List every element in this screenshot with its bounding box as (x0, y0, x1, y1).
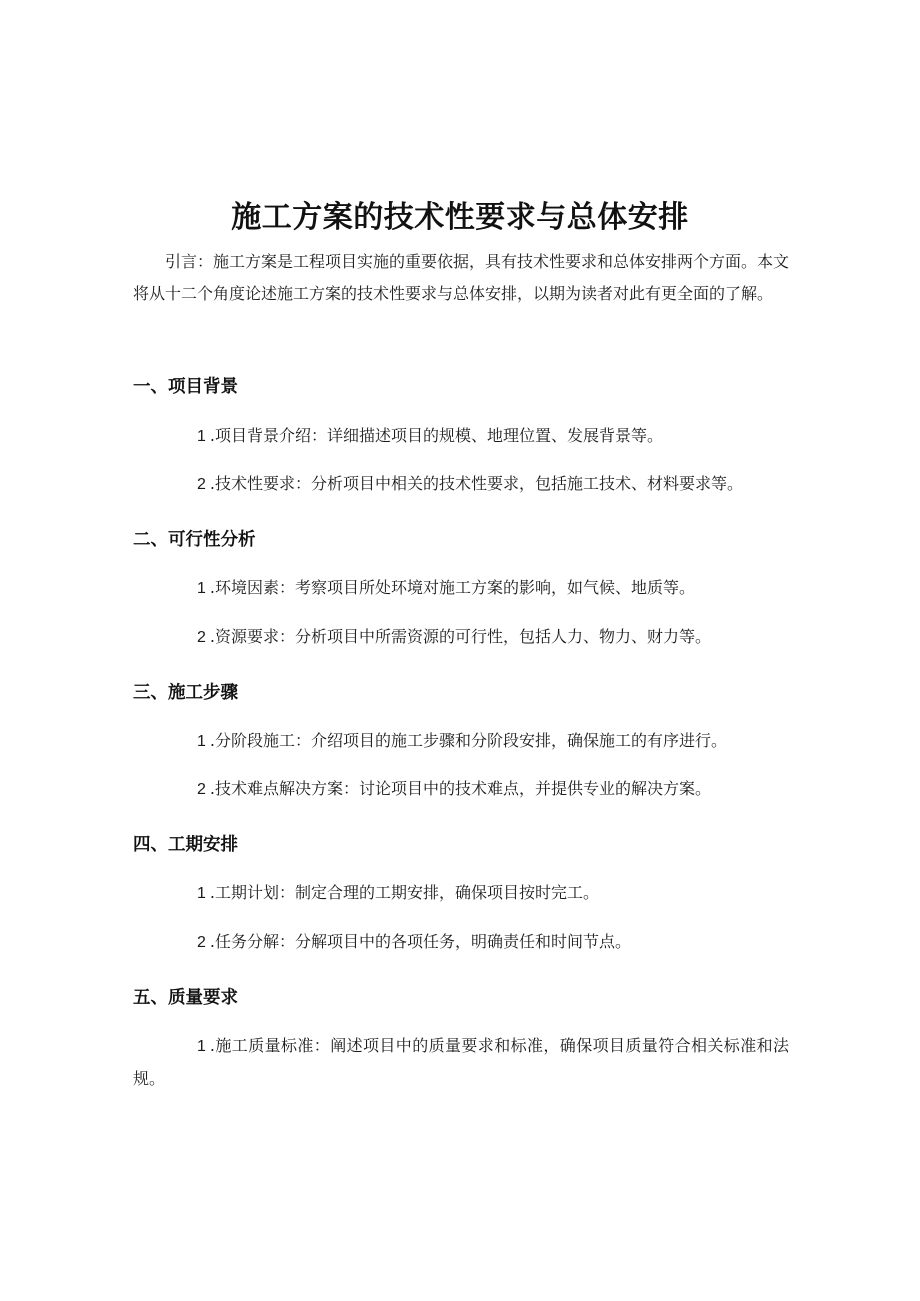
list-item (133, 468, 789, 501)
section-heading-construction-steps: 三、施工步骤 (133, 683, 238, 703)
list-item (133, 1030, 789, 1095)
list-item (133, 621, 789, 654)
section-heading-feasibility: 二、可行性分析 (133, 530, 256, 550)
section-heading-quality: 五、质量要求 (133, 988, 238, 1008)
item-number: 2 (197, 781, 206, 798)
item-text: .分阶段施工：介绍项目的施工步骤和分阶段安排，确保施工的有序进行。 (209, 731, 727, 750)
item-number: 2 (197, 476, 206, 493)
item-text: .项目背景介绍：详细描述项目的规模、地理位置、发展背景等。 (209, 426, 663, 445)
item-text: .技术性要求：分析项目中相关的技术性要求，包括施工技术、材料要求等。 (209, 474, 743, 493)
item-text: .施工质量标准：阐述项目中的质量要求和标准，确保项目质量符合相关标准和法规。 (133, 1036, 789, 1088)
item-number: 1 (197, 580, 206, 597)
item-number: 1 (197, 733, 206, 750)
list-item (133, 773, 789, 806)
document-title: 施工方案的技术性要求与总体安排 (231, 200, 689, 236)
list-item (133, 572, 789, 605)
intro-paragraph: 引言：施工方案是工程项目实施的重要依据，具有技术性要求和总体安排两个方面。本文将从十二个角度论述施工方案的技术性要求与总体安排，以期为读者对此有更全面的了解。 (133, 252, 790, 303)
item-number: 2 (197, 934, 206, 951)
list-item (133, 877, 789, 910)
list-item (133, 420, 789, 453)
list-item (133, 926, 789, 959)
section-heading-project-background: 一、项目背景 (133, 377, 238, 397)
item-text: .资源要求：分析项目中所需资源的可行性，包括人力、物力、财力等。 (209, 627, 711, 646)
item-number: 1 (197, 428, 206, 445)
section-heading-schedule: 四、工期安排 (133, 835, 238, 855)
item-text: .任务分解：分解项目中的各项任务，明确责任和时间节点。 (209, 932, 631, 951)
item-number: 1 (197, 885, 206, 902)
item-text: .环境因素：考察项目所处环境对施工方案的影响，如气候、地质等。 (209, 578, 695, 597)
list-item (133, 725, 789, 758)
item-text: .工期计划：制定合理的工期安排，确保项目按时完工。 (209, 883, 599, 902)
item-number: 2 (197, 629, 206, 646)
item-text: .技术难点解决方案：讨论项目中的技术难点，并提供专业的解决方案。 (209, 779, 711, 798)
item-number: 1 (197, 1038, 206, 1055)
